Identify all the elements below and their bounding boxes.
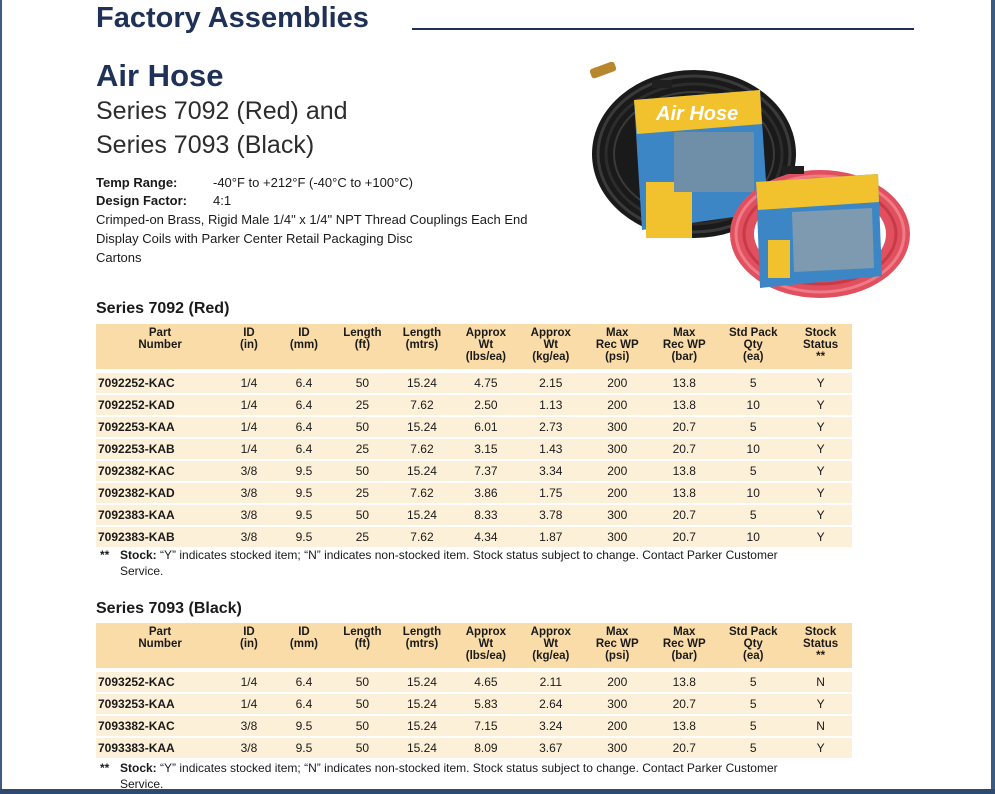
table-cell: 10 (717, 482, 789, 504)
spec-temp-range (96, 175, 413, 190)
table-cell: 300 (583, 416, 651, 438)
column-header (274, 324, 335, 371)
table-cell: 1.43 (518, 438, 583, 460)
part-number: 7093383-KAA (96, 737, 224, 758)
footnote-body: “Y” indicates stocked item; “N” indicates non-stocked item. Stock status subject to change. Contact Parker Customer Service. (120, 548, 778, 578)
table-cell: 1/4 (224, 670, 274, 693)
table-cell: 13.8 (651, 394, 717, 416)
table-cell: 7.37 (453, 460, 518, 482)
column-header (96, 324, 224, 371)
column-header-line: (ea) (743, 650, 764, 662)
footnote-mark: ** (100, 761, 110, 775)
column-header-line: Max (606, 327, 629, 339)
table-cell: 6.4 (274, 438, 335, 460)
table-cell: 6.4 (274, 394, 335, 416)
column-header-line: ID (298, 327, 310, 339)
table-cell: 13.8 (651, 460, 717, 482)
table-cell: 50 (334, 715, 390, 737)
column-header (391, 623, 454, 670)
hose-label-text: Air Hose (656, 103, 739, 125)
column-header (224, 623, 274, 670)
table-cell: 1/4 (224, 371, 274, 394)
table-cell: 8.33 (453, 504, 518, 526)
table-row (96, 526, 852, 547)
column-header-line: Max (673, 626, 696, 638)
table-cell: 3/8 (224, 460, 274, 482)
table-cell: 200 (583, 460, 651, 482)
table-cell: 6.4 (274, 371, 335, 394)
column-header-line: Length (402, 626, 442, 638)
table-cell: 200 (583, 371, 651, 394)
table-cell: 50 (334, 371, 390, 394)
table-row (96, 715, 852, 737)
table-cell: 25 (334, 438, 390, 460)
table-cell: 5 (717, 715, 789, 737)
table-cell: Y (789, 416, 852, 438)
table-cell: 2.73 (518, 416, 583, 438)
column-header-line: Wt (478, 638, 494, 650)
table-row (96, 482, 852, 504)
table-cell: 1/4 (224, 438, 274, 460)
table-cell: 9.5 (274, 526, 335, 547)
part-number: 7092382-KAC (96, 460, 224, 482)
part-number: 7093253-KAA (96, 693, 224, 715)
column-header-line: Number (138, 339, 182, 351)
part-number: 7092253-KAA (96, 416, 224, 438)
column-header-line: (ft) (354, 638, 371, 650)
column-header-line: (mtrs) (405, 638, 439, 650)
column-header-line: (kg/ea) (532, 650, 570, 662)
table-cell: 300 (583, 504, 651, 526)
table-cell: 20.7 (651, 416, 717, 438)
table-cell: 50 (334, 504, 390, 526)
column-header-line: Status (803, 638, 839, 650)
table-cell: 7.62 (391, 526, 454, 547)
table-cell: 20.7 (651, 526, 717, 547)
column-header-line: Approx (465, 626, 506, 638)
part-number: 7092252-KAD (96, 394, 224, 416)
table-cell: 10 (717, 526, 789, 547)
table-cell: 5 (717, 504, 789, 526)
product-title: Air Hose (96, 58, 224, 93)
table-cell: 50 (334, 670, 390, 693)
table-cell: 1/4 (224, 394, 274, 416)
column-header-line: ** (816, 650, 826, 662)
column-header-line: (ft) (354, 339, 371, 351)
table-cell: 5 (717, 460, 789, 482)
table-cell: 2.50 (453, 394, 518, 416)
table-row (96, 670, 852, 693)
column-header-line: Stock (804, 327, 837, 339)
table-cell: 3/8 (224, 737, 274, 758)
column-header-line: (lbs/ea) (465, 351, 507, 363)
red-hose-label (756, 166, 882, 288)
table-cell: 5 (717, 416, 789, 438)
table-cell: 15.24 (391, 737, 454, 758)
column-header-line: Rec WP (595, 638, 639, 650)
table-cell: 9.5 (274, 715, 335, 737)
table-cell: 10 (717, 438, 789, 460)
table-cell: 200 (583, 394, 651, 416)
column-header-line: (mtrs) (405, 339, 439, 351)
table-cell: 10 (717, 394, 789, 416)
table-row (96, 504, 852, 526)
column-header-line: Status (803, 339, 839, 351)
spec-value: 4:1 (213, 193, 232, 208)
column-header (583, 623, 651, 670)
column-header-line: (psi) (605, 351, 630, 363)
series-line: Series 7093 (Black) (96, 131, 315, 159)
column-header-line: Stock (804, 626, 837, 638)
column-header-line: Rec WP (662, 638, 706, 650)
table-cell: N (789, 715, 852, 737)
table-cell: 6.4 (274, 693, 335, 715)
column-header-line: (psi) (605, 650, 630, 662)
table-cell: 1/4 (224, 416, 274, 438)
table-cell: 5.83 (453, 693, 518, 715)
column-header (717, 324, 789, 371)
section-title-series-7093: Series 7093 (Black) (96, 600, 242, 617)
spec-design-factor (96, 193, 232, 208)
table-cell: 6.4 (274, 670, 335, 693)
part-number: 7093382-KAC (96, 715, 224, 737)
column-header (334, 324, 390, 371)
table-row (96, 371, 852, 394)
table-cell: 20.7 (651, 693, 717, 715)
column-header (651, 324, 717, 371)
table-row (96, 737, 852, 758)
table-cell: 7.62 (391, 438, 454, 460)
table-header-row (96, 623, 852, 670)
column-header (518, 623, 583, 670)
column-header (453, 324, 518, 371)
table-row (96, 693, 852, 715)
table-row (96, 438, 852, 460)
table-cell: 7.15 (453, 715, 518, 737)
air-hose-product-image (582, 62, 912, 302)
table-cell: 1.75 (518, 482, 583, 504)
table-cell: 50 (334, 416, 390, 438)
table-cell: Y (789, 737, 852, 758)
table-row (96, 394, 852, 416)
table-cell: Y (789, 438, 852, 460)
column-header-line: Wt (478, 339, 494, 351)
spec-table-series-7092 (96, 324, 852, 547)
table-cell: 13.8 (651, 482, 717, 504)
column-header (96, 623, 224, 670)
column-header-line: Part (148, 626, 172, 638)
column-header-line: Part (148, 327, 172, 339)
table-cell: Y (789, 394, 852, 416)
column-header (583, 324, 651, 371)
table-cell: 15.24 (391, 693, 454, 715)
column-header-line: (mm) (289, 339, 319, 351)
column-header-line: Qty (743, 339, 763, 351)
column-header-line: (bar) (671, 650, 698, 662)
table-cell: Y (789, 371, 852, 394)
column-header-line: ID (243, 327, 255, 339)
column-header-line: Max (606, 626, 629, 638)
part-number: 7092382-KAD (96, 482, 224, 504)
table-cell: Y (789, 693, 852, 715)
table-cell: 13.8 (651, 371, 717, 394)
table-cell: 13.8 (651, 715, 717, 737)
table-cell: 300 (583, 526, 651, 547)
table-cell: Y (789, 504, 852, 526)
column-header (224, 324, 274, 371)
table-cell: 2.15 (518, 371, 583, 394)
table-cell: 200 (583, 715, 651, 737)
footnote-text (120, 760, 810, 792)
table-cell: Y (789, 460, 852, 482)
table-row (96, 460, 852, 482)
table-cell: 3/8 (224, 482, 274, 504)
column-header (391, 324, 454, 371)
spec-value: -40°F to +212°F (-40°C to +100°C) (213, 175, 413, 190)
table-cell: 300 (583, 693, 651, 715)
column-header (274, 623, 335, 670)
table-cell: 9.5 (274, 737, 335, 758)
table-cell: 200 (583, 670, 651, 693)
column-header-line: ID (298, 626, 310, 638)
table-cell: Y (789, 482, 852, 504)
table-cell: 20.7 (651, 504, 717, 526)
column-header (453, 623, 518, 670)
table-cell: 15.24 (391, 670, 454, 693)
part-number: 7092252-KAC (96, 371, 224, 394)
footnote-label: Stock: (120, 761, 157, 775)
column-header-line: ID (243, 626, 255, 638)
column-header (789, 623, 852, 670)
part-number: 7092253-KAB (96, 438, 224, 460)
table-cell: 3.24 (518, 715, 583, 737)
table-cell: 3.67 (518, 737, 583, 758)
column-header (334, 623, 390, 670)
table-cell: 5 (717, 693, 789, 715)
column-header-line: Length (402, 327, 442, 339)
table-cell: 20.7 (651, 737, 717, 758)
column-header (789, 324, 852, 371)
footnote-body: “Y” indicates stocked item; “N” indicates non-stocked item. Stock status subject to change. Contact Parker Customer Service. (120, 761, 778, 791)
column-header-line: (in) (240, 339, 258, 351)
table-cell: 300 (583, 438, 651, 460)
table-cell: 15.24 (391, 460, 454, 482)
spec-label: Temp Range: (96, 175, 178, 190)
column-header-line: (kg/ea) (532, 351, 570, 363)
column-header-line: (mm) (289, 638, 319, 650)
table-cell: 25 (334, 482, 390, 504)
table-cell: 4.75 (453, 371, 518, 394)
table-cell: 50 (334, 460, 390, 482)
footnote-mark: ** (100, 548, 110, 562)
column-header-line: Approx (530, 626, 571, 638)
table-cell: 15.24 (391, 715, 454, 737)
table-cell: 300 (583, 737, 651, 758)
table-cell: 5 (717, 371, 789, 394)
part-number: 7093252-KAC (96, 670, 224, 693)
table-cell: 3.86 (453, 482, 518, 504)
table-cell: 1/4 (224, 693, 274, 715)
table-row (96, 416, 852, 438)
table-cell: 25 (334, 526, 390, 547)
table-cell: 13.8 (651, 670, 717, 693)
table-cell: 7.62 (391, 394, 454, 416)
table-cell: 8.09 (453, 737, 518, 758)
column-header (518, 324, 583, 371)
table-cell: 6.01 (453, 416, 518, 438)
table-cell: Y (789, 526, 852, 547)
table-cell: 1.13 (518, 394, 583, 416)
column-header (717, 623, 789, 670)
table-cell: N (789, 670, 852, 693)
column-header-line: (bar) (671, 351, 698, 363)
table-header-row (96, 324, 852, 371)
table-cell: 9.5 (274, 482, 335, 504)
title-rule (412, 28, 914, 30)
table-cell: 200 (583, 482, 651, 504)
column-header-line: Length (343, 327, 382, 339)
column-header (651, 623, 717, 670)
table-cell: 15.24 (391, 504, 454, 526)
page-title: Factory Assemblies (96, 2, 369, 34)
column-header-line: Wt (543, 339, 559, 351)
table-cell: 5 (717, 670, 789, 693)
table-cell: 15.24 (391, 371, 454, 394)
series-line: Series 7092 (Red) and (96, 97, 348, 125)
table-cell: 9.5 (274, 504, 335, 526)
part-number: 7092383-KAA (96, 504, 224, 526)
table-cell: 15.24 (391, 416, 454, 438)
description-line: Crimped-on Brass, Rigid Male 1/4" x 1/4" NPT Thread Couplings Each End (96, 212, 528, 227)
column-header-line: (ea) (743, 351, 764, 363)
table-cell: 4.34 (453, 526, 518, 547)
table-cell: 3/8 (224, 504, 274, 526)
column-header-line: Length (343, 626, 382, 638)
column-header-line: Std Pack (728, 626, 778, 638)
column-header-line: Max (673, 327, 696, 339)
page-frame-left (0, 0, 2, 794)
table-cell: 50 (334, 737, 390, 758)
table-cell: 20.7 (651, 438, 717, 460)
table-cell: 4.65 (453, 670, 518, 693)
column-header-line: ** (816, 351, 826, 363)
table-cell: 7.62 (391, 482, 454, 504)
footnote-label: Stock: (120, 548, 157, 562)
table-cell: 6.4 (274, 416, 335, 438)
table-cell: 2.64 (518, 693, 583, 715)
table-cell: 3/8 (224, 715, 274, 737)
table-cell: 3/8 (224, 526, 274, 547)
table-cell: 3.34 (518, 460, 583, 482)
table-cell: 50 (334, 693, 390, 715)
table-cell: 3.78 (518, 504, 583, 526)
table-cell: 3.15 (453, 438, 518, 460)
column-header-line: Std Pack (728, 327, 778, 339)
table-cell: 25 (334, 394, 390, 416)
spec-label: Design Factor: (96, 193, 188, 208)
column-header-line: Approx (530, 327, 571, 339)
page-frame-right (991, 0, 995, 794)
column-header-line: Rec WP (662, 339, 706, 351)
description-line: Display Coils with Parker Center Retail Packaging Disc (96, 231, 413, 246)
column-header-line: (in) (240, 638, 258, 650)
table-cell: 5 (717, 737, 789, 758)
footnote-text (120, 547, 810, 579)
table-cell: 2.11 (518, 670, 583, 693)
table-cell: 1.87 (518, 526, 583, 547)
column-header-line: Wt (543, 638, 559, 650)
column-header-line: Rec WP (595, 339, 639, 351)
column-header-line: Qty (743, 638, 763, 650)
column-header-line: Number (138, 638, 182, 650)
spec-table-series-7093 (96, 623, 852, 758)
description-line: Cartons (96, 250, 142, 265)
column-header-line: (lbs/ea) (465, 650, 507, 662)
table-cell: 9.5 (274, 460, 335, 482)
section-title-series-7092: Series 7092 (Red) (96, 300, 230, 317)
column-header-line: Approx (465, 327, 506, 339)
part-number: 7092383-KAB (96, 526, 224, 547)
